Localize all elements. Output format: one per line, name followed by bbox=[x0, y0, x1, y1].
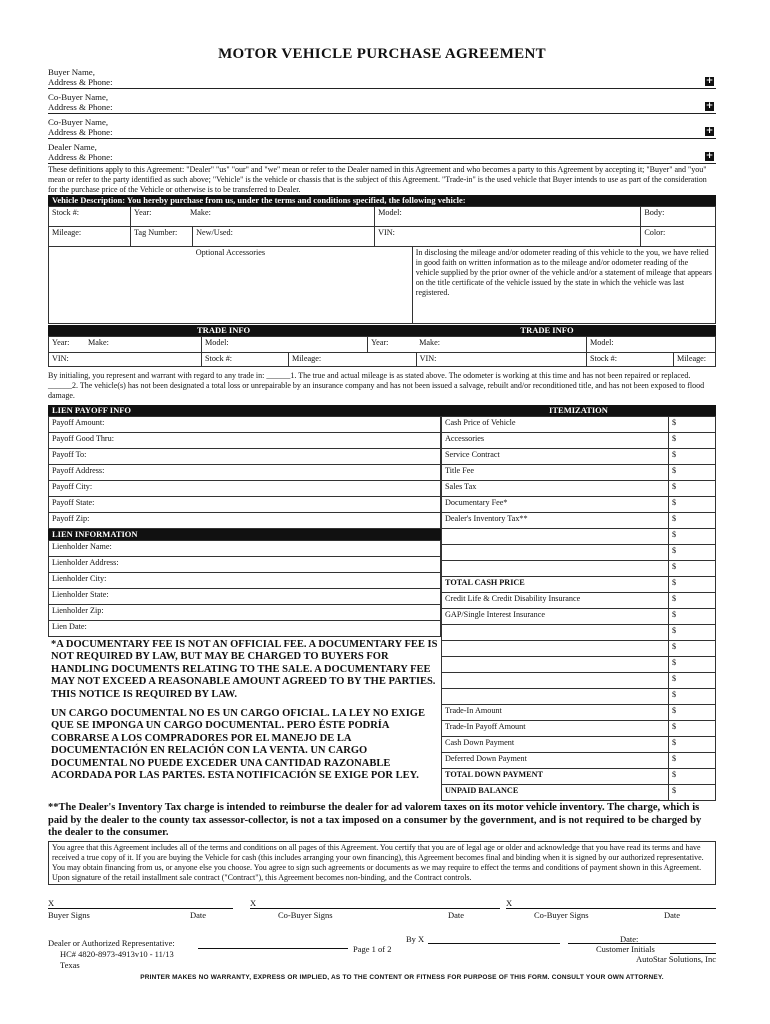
trade2-vin[interactable]: VIN: bbox=[416, 353, 586, 367]
trade2-stock[interactable]: Stock #: bbox=[586, 353, 673, 367]
itemization-label: Sales Tax bbox=[442, 481, 669, 497]
itemization-row bbox=[442, 609, 716, 625]
cobuyer1-signature-line[interactable] bbox=[250, 898, 500, 909]
itemization-label bbox=[442, 657, 669, 673]
trade-initials-text: By initialing, you represent and warrant with regard to any trade in: ______1. The true and actual mileage is as stated above. The odometer is working at this time and has not been repaired or replaced. ______2. The vehicle(s) has not been designated a total loss or unrepairable by an insurance company and has not been issued a salvage, rebuilt and/or reconditioned title, and has not been exposed to flood damage. bbox=[48, 371, 705, 400]
form-id: HC# 4820-8973-4913v10 - 11/13 bbox=[60, 948, 174, 959]
itemization-amount[interactable]: $ bbox=[669, 481, 716, 497]
lien-payoff-bar: LIEN PAYOFF INFO bbox=[48, 405, 441, 416]
itemization-row bbox=[442, 529, 716, 545]
itemization-row bbox=[442, 673, 716, 689]
cobuyer2-signs-label: Co-Buyer Signs bbox=[534, 909, 589, 920]
itemization-amount[interactable]: $ bbox=[669, 593, 716, 609]
itemization-amount[interactable]: $ bbox=[669, 657, 716, 673]
agreement-page bbox=[48, 46, 716, 981]
expand-plus-icon[interactable]: + bbox=[705, 126, 714, 136]
itemization-label: TOTAL DOWN PAYMENT bbox=[442, 769, 669, 785]
itemization-row bbox=[442, 657, 716, 673]
page-title: MOTOR VEHICLE PURCHASE AGREEMENT bbox=[218, 46, 546, 62]
itemization-row bbox=[442, 465, 716, 481]
itemization-amount[interactable]: $ bbox=[669, 497, 716, 513]
expand-plus-icon[interactable]: + bbox=[705, 76, 714, 86]
payoff-to[interactable]: Payoff To: bbox=[49, 449, 441, 465]
trade-info-bar bbox=[48, 325, 716, 336]
party-label-2: Address & Phone: bbox=[48, 127, 113, 137]
vehicle-description-bar: Vehicle Description: You hereby purchase from us, under the terms and conditions specified, the following vehicle: bbox=[48, 195, 716, 206]
year-field[interactable]: Year: bbox=[131, 207, 188, 227]
optional-accessories-field[interactable] bbox=[49, 247, 413, 324]
make-field[interactable]: Make: bbox=[187, 207, 375, 227]
signature-x: X bbox=[506, 897, 513, 908]
party-cobuyer-1[interactable] bbox=[48, 92, 716, 114]
cobuyer1-date-label: Date bbox=[448, 909, 465, 920]
itemization-amount[interactable]: $ bbox=[669, 625, 716, 641]
itemization-row bbox=[442, 513, 716, 529]
buyer-date-label: Date bbox=[190, 909, 207, 920]
party-label-1: Co-Buyer Name, bbox=[48, 92, 109, 102]
dealer-rep-line[interactable] bbox=[198, 948, 348, 949]
payoff-zip[interactable]: Payoff Zip: bbox=[49, 513, 441, 529]
left-column bbox=[48, 405, 441, 801]
party-label-1: Dealer Name, bbox=[48, 142, 97, 152]
odometer-disclosure: In disclosing the mileage and/or odometer reading of this vehicle to the you, we have relied in good faith on written information as to the mileage and/or odometer reading of the vehicle supplied by the prior owner of the vehicle and/or a statement of mileage that appears on the title certificate of the vehicle issued by the state in which the vehicle was last registered. bbox=[412, 247, 715, 324]
party-cobuyer-2[interactable] bbox=[48, 117, 716, 139]
trade1-stock[interactable]: Stock #: bbox=[202, 353, 289, 367]
signature-x: X bbox=[48, 897, 55, 908]
itemization-amount[interactable]: $ bbox=[669, 545, 716, 561]
trade1-year[interactable]: Year: bbox=[49, 337, 86, 353]
lienholder-address[interactable]: Lienholder Address: bbox=[49, 557, 441, 573]
itemization-amount[interactable]: $ bbox=[669, 673, 716, 689]
party-buyer[interactable] bbox=[48, 67, 716, 89]
itemization-label: Title Fee bbox=[442, 465, 669, 481]
itemization-table bbox=[441, 416, 716, 801]
vehicle-table bbox=[48, 206, 716, 324]
optional-accessories-label: Optional Accessories bbox=[195, 248, 266, 257]
party-label-2: Address & Phone: bbox=[48, 77, 113, 87]
itemization-label: UNPAID BALANCE bbox=[442, 785, 669, 801]
trade1-mileage[interactable]: Mileage: bbox=[289, 353, 417, 367]
itemization-row bbox=[442, 433, 716, 449]
lienholder-name[interactable]: Lienholder Name: bbox=[49, 541, 441, 557]
itemization-label: Trade-In Payoff Amount bbox=[442, 721, 669, 737]
itemization-amount[interactable]: $ bbox=[669, 513, 716, 529]
payoff-city[interactable]: Payoff City: bbox=[49, 481, 441, 497]
itemization-label bbox=[442, 561, 669, 577]
itemization-row bbox=[442, 577, 716, 593]
model-field[interactable]: Model: bbox=[375, 207, 641, 227]
itemization-label: Dealer's Inventory Tax** bbox=[442, 513, 669, 529]
stock-field[interactable]: Stock #: bbox=[49, 207, 131, 227]
trade1-make[interactable]: Make: bbox=[85, 337, 202, 353]
party-label-1: Buyer Name, bbox=[48, 67, 95, 77]
page-number: Page 1 of 2 bbox=[353, 943, 392, 954]
cobuyer1-signs-label: Co-Buyer Signs bbox=[278, 909, 333, 920]
lienholder-zip[interactable]: Lienholder Zip: bbox=[49, 605, 441, 621]
trade-info-label-1: TRADE INFO bbox=[197, 325, 251, 335]
signature-row bbox=[48, 898, 716, 928]
itemization-amount[interactable]: $ bbox=[669, 465, 716, 481]
payoff-address[interactable]: Payoff Address: bbox=[49, 465, 441, 481]
payoff-good-thru[interactable]: Payoff Good Thru: bbox=[49, 433, 441, 449]
printer-disclaimer: PRINTER MAKES NO WARRANTY, EXPRESS OR IMPLIED, AS TO THE CONTENT OR FITNESS FOR PURPOSE OF THIS FORM. CONSULT YOUR OWN ATTORNEY. bbox=[140, 973, 664, 981]
itemization-label: Cash Price of Vehicle bbox=[442, 417, 669, 433]
itemization-label bbox=[442, 545, 669, 561]
itemization-row bbox=[442, 769, 716, 785]
itemization-label bbox=[442, 689, 669, 705]
trade1-vin[interactable]: VIN: bbox=[49, 353, 202, 367]
trade2-make[interactable]: Make: bbox=[416, 337, 586, 353]
itemization-amount[interactable]: $ bbox=[669, 561, 716, 577]
itemization-row bbox=[442, 753, 716, 769]
itemization-row bbox=[442, 561, 716, 577]
inventory-tax-note: **The Dealer's Inventory Tax charge is intended to reimburse the dealer for ad valorem taxes on its motor vehicle inventory. The charge, which is paid by the dealer to the county tax assessor-collector, is not a tax imposed on a consumer by the government, and is not required to be charged by the dealer to the consumer. bbox=[48, 802, 702, 838]
itemization-amount[interactable]: $ bbox=[669, 449, 716, 465]
customer-initials-label: Customer Initials bbox=[596, 943, 655, 954]
dealer-rep-label: Dealer or Authorized Representative: bbox=[48, 937, 175, 948]
itemization-label: GAP/Single Interest Insurance bbox=[442, 609, 669, 625]
mileage-field[interactable]: Mileage: bbox=[49, 227, 131, 247]
party-label-1: Co-Buyer Name, bbox=[48, 117, 109, 127]
trade2-mileage[interactable]: Mileage: bbox=[673, 353, 715, 367]
itemization-row bbox=[442, 481, 716, 497]
itemization-label: Credit Life & Credit Disability Insurance bbox=[442, 593, 669, 609]
trade1-model[interactable]: Model: bbox=[202, 337, 368, 353]
itemization-amount[interactable]: $ bbox=[669, 753, 716, 769]
itemization-label: Accessories bbox=[442, 433, 669, 449]
itemization-row bbox=[442, 689, 716, 705]
lien-date[interactable]: Lien Date: bbox=[49, 621, 441, 637]
trade2-year[interactable]: Year: bbox=[368, 337, 417, 353]
itemization-label: Documentary Fee* bbox=[442, 497, 669, 513]
itemization-amount[interactable]: $ bbox=[669, 641, 716, 657]
itemization-amount[interactable]: $ bbox=[669, 705, 716, 721]
financial-section bbox=[48, 405, 716, 801]
itemization-row bbox=[442, 705, 716, 721]
itemization-row bbox=[442, 785, 716, 801]
cobuyer2-date-label: Date bbox=[664, 909, 681, 920]
trade2-model[interactable]: Model: bbox=[586, 337, 715, 353]
body-field[interactable]: Body: bbox=[641, 207, 716, 227]
signature-x: X bbox=[250, 897, 257, 908]
parties-section bbox=[48, 67, 716, 164]
itemization-label: Deferred Down Payment bbox=[442, 753, 669, 769]
payoff-state[interactable]: Payoff State: bbox=[49, 497, 441, 513]
itemization-amount[interactable]: $ bbox=[669, 609, 716, 625]
expand-plus-icon[interactable]: + bbox=[705, 151, 714, 161]
buyer-signs-label: Buyer Signs bbox=[48, 909, 90, 920]
itemization-amount[interactable]: $ bbox=[669, 689, 716, 705]
new-used-field[interactable]: New/Used: bbox=[193, 227, 375, 247]
trade-table bbox=[48, 336, 716, 367]
lienholder-state[interactable]: Lienholder State: bbox=[49, 589, 441, 605]
itemization-amount[interactable]: $ bbox=[669, 417, 716, 433]
itemization-row bbox=[442, 721, 716, 737]
itemization-label: TOTAL CASH PRICE bbox=[442, 577, 669, 593]
itemization-amount[interactable]: $ bbox=[669, 433, 716, 449]
payoff-amount[interactable]: Payoff Amount: bbox=[49, 417, 441, 433]
itemization-row bbox=[442, 449, 716, 465]
party-label-2: Address & Phone: bbox=[48, 152, 113, 162]
itemization-amount[interactable]: $ bbox=[669, 721, 716, 737]
lien-table bbox=[48, 540, 441, 637]
itemization-label: Service Contract bbox=[442, 449, 669, 465]
itemization-amount[interactable]: $ bbox=[669, 785, 716, 801]
itemization-label bbox=[442, 641, 669, 657]
cobuyer2-signature-line[interactable] bbox=[506, 898, 716, 909]
payoff-table bbox=[48, 416, 441, 529]
vin-field[interactable]: VIN: bbox=[375, 227, 641, 247]
itemization-row bbox=[442, 641, 716, 657]
itemization-amount[interactable]: $ bbox=[669, 769, 716, 785]
buyer-signature-line[interactable] bbox=[48, 898, 233, 909]
itemization-row bbox=[442, 737, 716, 753]
itemization-row bbox=[442, 417, 716, 433]
agreement-terms: You agree that this Agreement includes all of the terms and conditions on all pages of this Agreement. You certify that you are of legal age or older and acknowledge that you have read its terms and have received a true copy of it. If you are buying the Vehicle for cash (this includes arranging your own financing), this Agreement becomes final and binding when it is signed by our authorized representative. You may obtain financing from us, or anyone else you choose. You agree to sign such agreements or documents as we may require to effect the terms and conditions of payment shown in this Agreement. Upon signature of the retail installment sale contract ("Contract"), this Agreement becomes non-binding, and the Contract controls. bbox=[48, 841, 716, 885]
color-field[interactable]: Color: bbox=[641, 227, 716, 247]
itemization-row bbox=[442, 497, 716, 513]
itemization-row bbox=[442, 545, 716, 561]
lien-information-bar: LIEN INFORMATION bbox=[48, 529, 441, 540]
itemization-label bbox=[442, 673, 669, 689]
documentary-fee-notice-en: *A DOCUMENTARY FEE IS NOT AN OFFICIAL FEE. A DOCUMENTARY FEE IS NOT REQUIRED BY LAW, BUT MAY BE CHARGED TO BUYERS FOR HANDLING DOCUMENTS RELATING TO THE SALE. A DOCUMENTARY FEE MAY NOT EXCEED A REASONABLE AMOUNT AGREED TO BY THE PARTIES. THIS NOTICE IS REQUIRED BY LAW. bbox=[51, 639, 438, 700]
itemization-amount[interactable]: $ bbox=[669, 737, 716, 753]
itemization-label bbox=[442, 625, 669, 641]
itemization-label: Trade-In Amount bbox=[442, 705, 669, 721]
form-state: Texas bbox=[60, 959, 80, 970]
itemization-row bbox=[442, 593, 716, 609]
trade-info-label-2: TRADE INFO bbox=[520, 325, 574, 335]
lienholder-city[interactable]: Lienholder City: bbox=[49, 573, 441, 589]
party-label-2: Address & Phone: bbox=[48, 102, 113, 112]
expand-plus-icon[interactable]: + bbox=[705, 101, 714, 111]
by-x-label: By X bbox=[406, 933, 425, 944]
publisher-name: AutoStar Solutions, Inc bbox=[635, 953, 716, 964]
itemization-rows bbox=[442, 417, 716, 801]
dealer-date-label: Date: bbox=[620, 933, 639, 944]
dealer-row bbox=[48, 934, 716, 982]
itemization-label bbox=[442, 529, 669, 545]
itemization-amount[interactable]: $ bbox=[669, 577, 716, 593]
party-dealer[interactable] bbox=[48, 142, 716, 164]
itemization-bar: ITEMIZATION bbox=[441, 405, 716, 416]
documentary-fee-notice-es: UN CARGO DOCUMENTAL NO ES UN CARGO OFICIAL. LA LEY NO EXIGE QUE SE IMPONGA UN CARGO DOCUMENTAL. PERO ÉSTE PODRÍA COBRARSE A LOS COMPRADORES POR EL MANEJO DE LA DOCUMENTACIÓN EN RELACIÓN CON LA VENTA. UN CARGO DOCUMENTAL NO PUEDE EXCEDER UNA CANTIDAD RAZONABLE ACORDADA POR LAS PARTES. ESTA NOTIFICACIÓN SE EXIGE POR LEY. bbox=[51, 708, 425, 782]
tag-number-field[interactable]: Tag Number: bbox=[131, 227, 193, 247]
definitions-text: These definitions apply to this Agreement: "Dealer" "us" "our" and "we" mean or refer to the Dealer named in this Agreement and who becomes a party to this Agreement by accepting it; "Buyer" and "you" mean or refer to the party identified as such above; "Vehicle" is the vehicle or chassis that is the subject of this Agreement. "Trade-in" is the used vehicle that Buyer intends to use as part of the consideration for the purchase price of the Vehicle or otherwise is to be transferred to Dealer. bbox=[48, 165, 707, 194]
right-column bbox=[441, 405, 716, 801]
itemization-amount[interactable]: $ bbox=[669, 529, 716, 545]
itemization-label: Cash Down Payment bbox=[442, 737, 669, 753]
authorized-signature-line[interactable] bbox=[428, 943, 560, 944]
itemization-row bbox=[442, 625, 716, 641]
